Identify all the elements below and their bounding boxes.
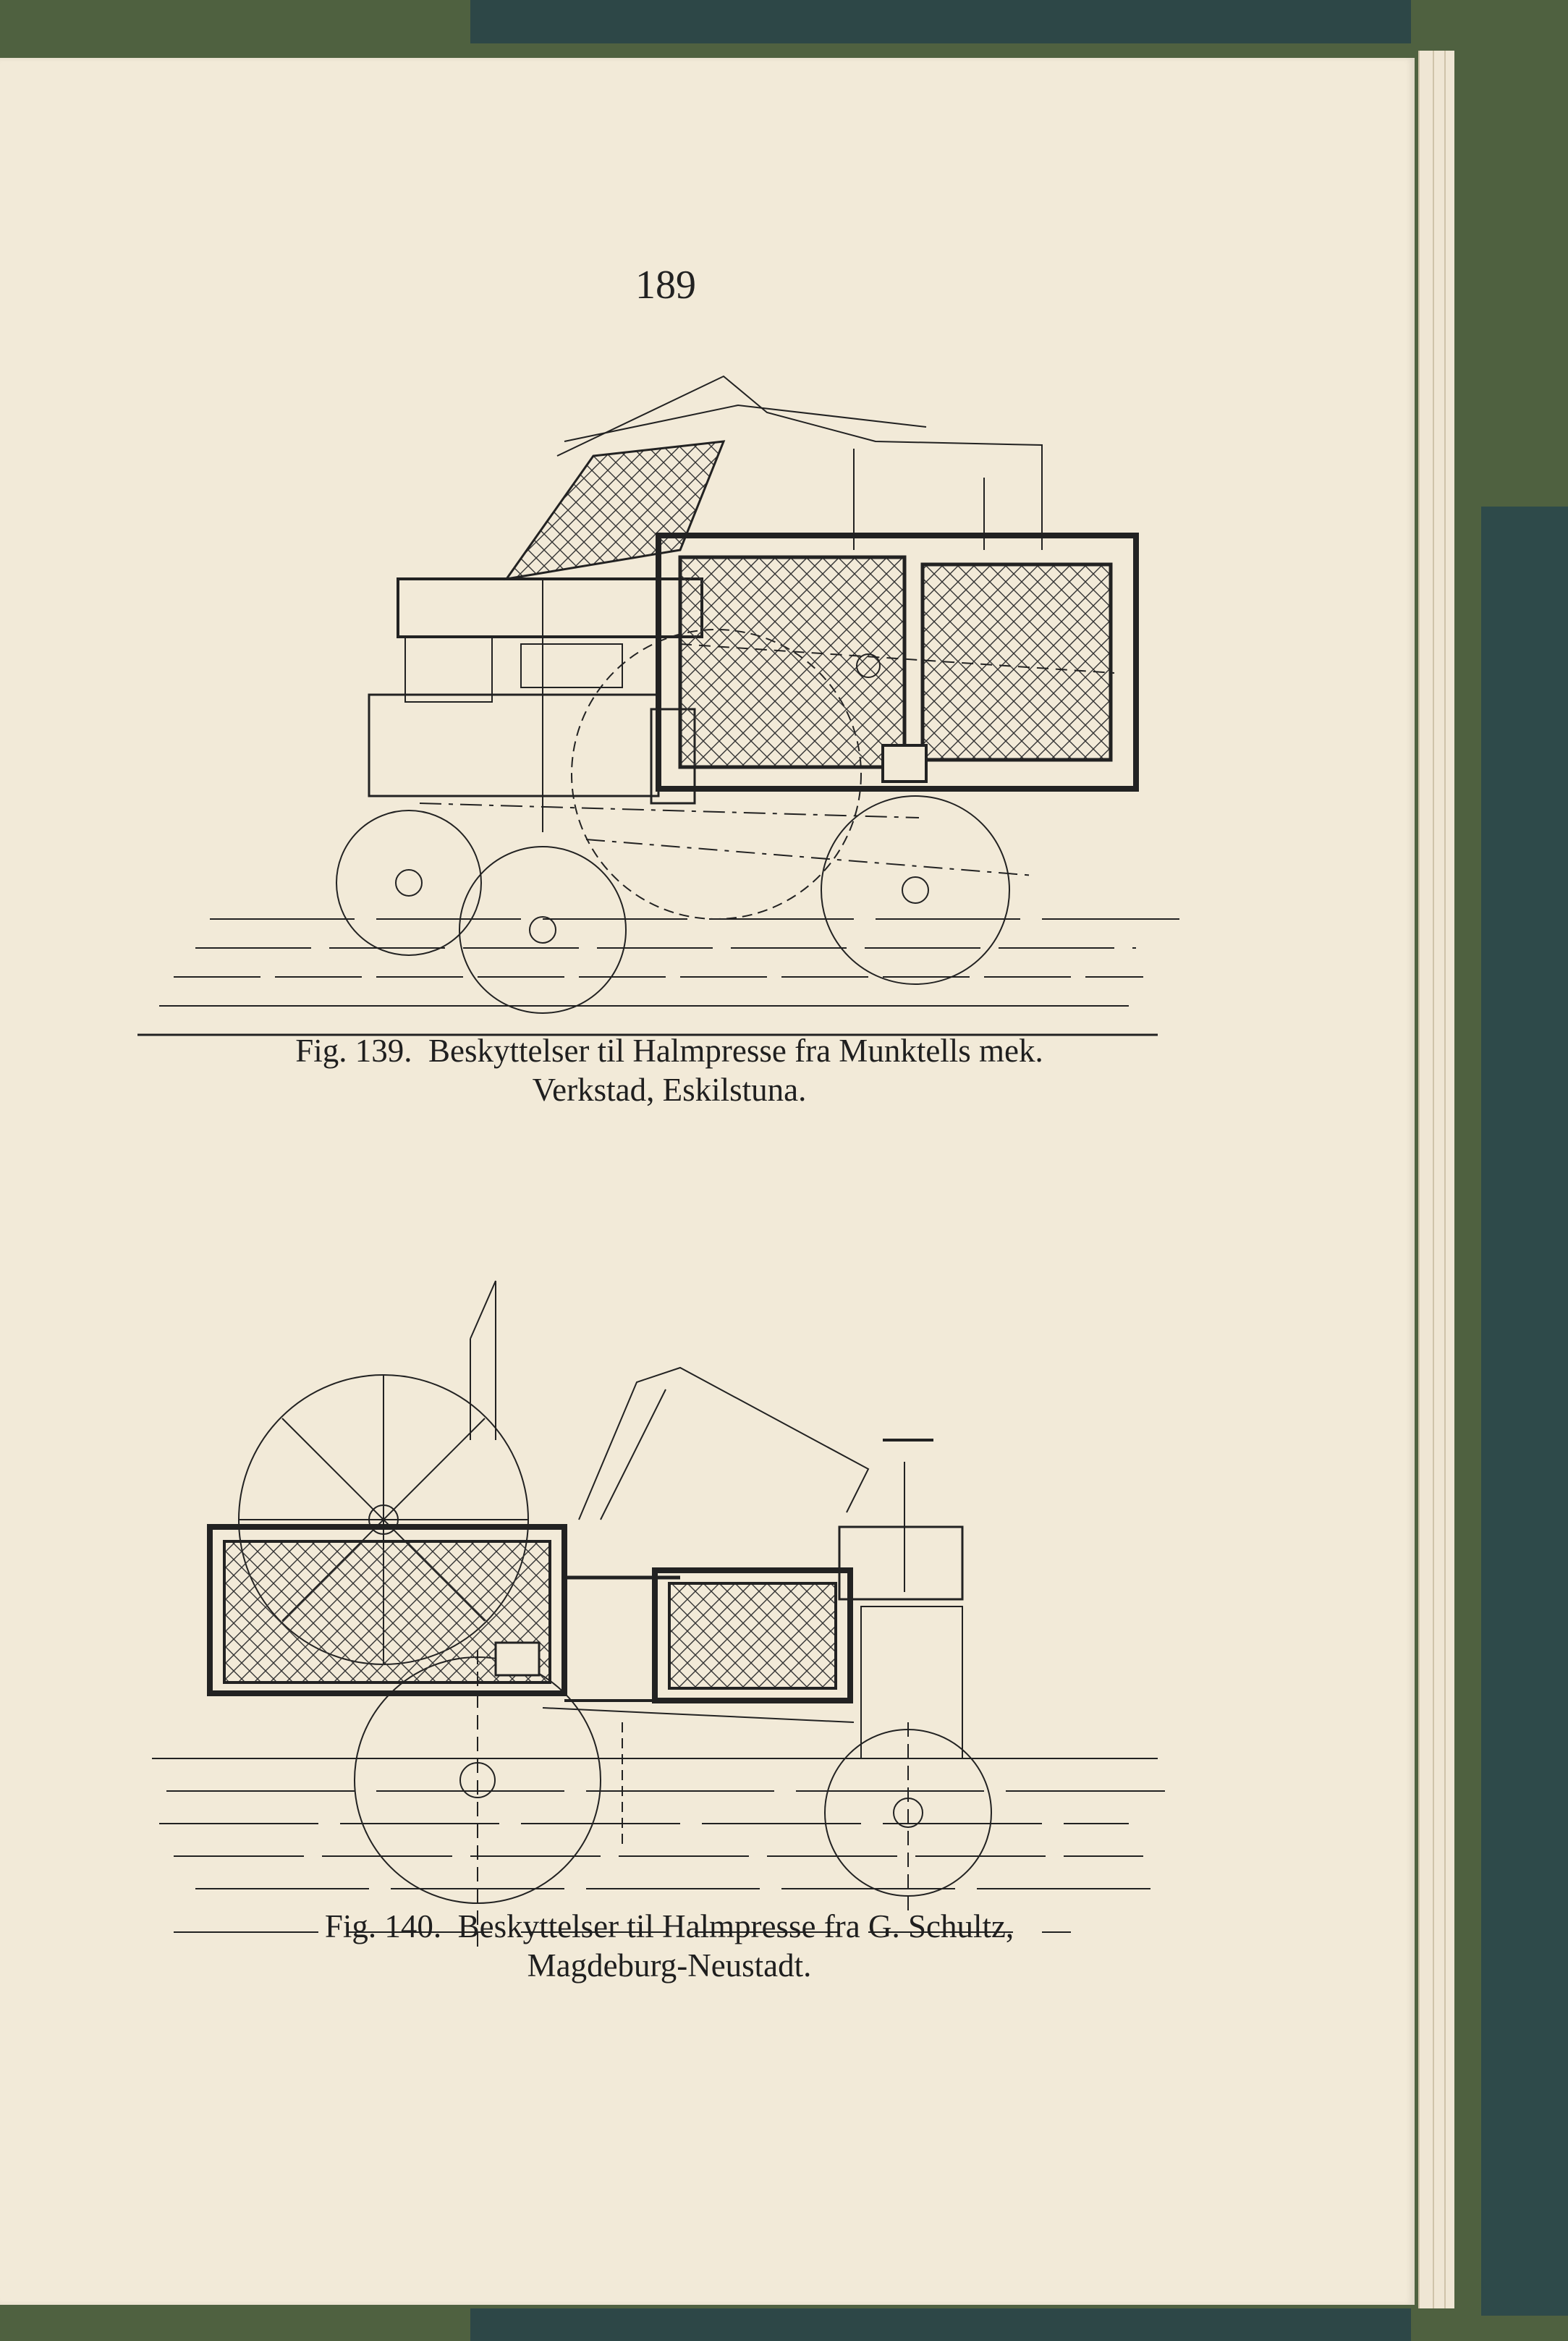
figure-label: Fig. 140. xyxy=(324,1908,442,1944)
figure-label: Fig. 139. xyxy=(295,1033,412,1069)
page-edge xyxy=(1444,51,1454,2308)
caption-text: Beskyttelser til Halmpresse fra Munktells mek. xyxy=(428,1033,1043,1069)
marbled-edge-bottom xyxy=(470,2308,1411,2341)
page-number: 189 xyxy=(635,263,696,308)
page-edge xyxy=(1433,51,1444,2308)
figure-140-caption xyxy=(181,1907,1158,1985)
book-page xyxy=(0,58,1415,2305)
marbled-edge-right xyxy=(1481,507,1568,2316)
figure-139-illustration xyxy=(130,311,1201,1071)
figure-139-caption xyxy=(181,1031,1158,1109)
figure-140-illustration xyxy=(130,1201,1201,1961)
caption-text: Verkstad, Eskilstuna. xyxy=(532,1072,807,1108)
marbled-edge-top xyxy=(470,0,1411,43)
caption-text: Beskyttelser til Halmpresse fra G. Schultz, xyxy=(457,1908,1014,1944)
page-edge xyxy=(1418,51,1433,2308)
caption-text: Magdeburg-Neustadt. xyxy=(527,1947,812,1984)
